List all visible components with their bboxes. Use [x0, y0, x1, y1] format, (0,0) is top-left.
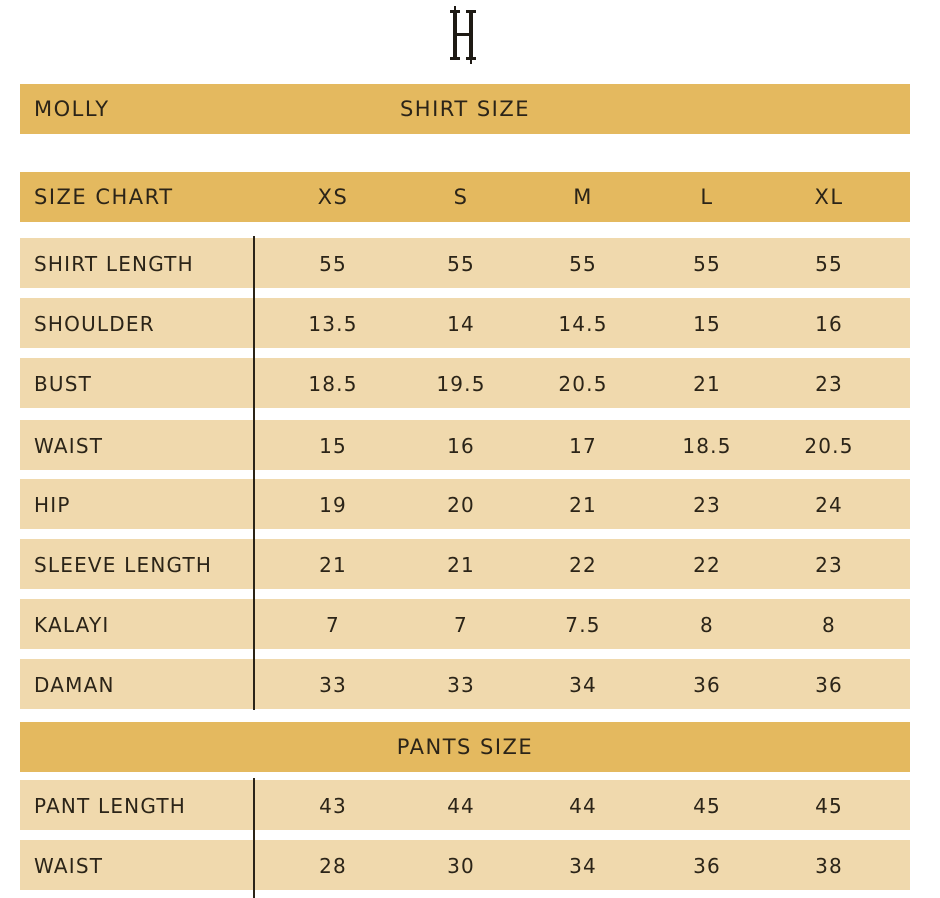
table-cell: 15 — [693, 312, 721, 336]
table-row — [20, 539, 910, 589]
column-divider — [253, 778, 255, 898]
table-cell: 17 — [569, 434, 597, 458]
table-cell: 22 — [693, 553, 721, 577]
brand-name: MOLLY — [34, 97, 110, 121]
table-cell: 23 — [693, 493, 721, 517]
table-row — [20, 358, 910, 408]
table-cell: 19.5 — [436, 372, 486, 396]
table-cell: 34 — [569, 673, 597, 697]
table-cell: 20.5 — [804, 434, 854, 458]
table-row — [20, 659, 910, 709]
pants-size-title-bar — [20, 722, 910, 772]
table-cell: 33 — [447, 673, 475, 697]
row-label: SHIRT LENGTH — [34, 252, 194, 276]
table-cell: 36 — [693, 673, 721, 697]
table-cell: 22 — [569, 553, 597, 577]
table-row — [20, 599, 910, 649]
table-cell: 20.5 — [558, 372, 608, 396]
row-label: PANT LENGTH — [34, 794, 186, 818]
size-header-s: S — [453, 185, 469, 209]
size-header-m: M — [573, 185, 593, 209]
table-cell: 7.5 — [565, 613, 601, 637]
table-cell: 21 — [693, 372, 721, 396]
table-cell: 23 — [815, 372, 843, 396]
table-cell: 30 — [447, 854, 475, 878]
row-label: BUST — [34, 372, 93, 396]
row-label: HIP — [34, 493, 71, 517]
row-label: WAIST — [34, 854, 104, 878]
table-cell: 23 — [815, 553, 843, 577]
row-label: SHOULDER — [34, 312, 155, 336]
table-row — [20, 420, 910, 470]
shirt-size-title: SHIRT SIZE — [399, 97, 531, 121]
table-cell: 24 — [815, 493, 843, 517]
size-chart-header — [20, 172, 910, 222]
table-row — [20, 479, 910, 529]
shirt-size-title-bar — [20, 84, 910, 134]
table-cell: 15 — [319, 434, 347, 458]
pants-size-title: PANTS SIZE — [396, 735, 534, 759]
size-header-l: L — [700, 185, 714, 209]
table-cell: 21 — [447, 553, 475, 577]
column-divider — [253, 236, 255, 710]
table-cell: 21 — [569, 493, 597, 517]
table-cell: 43 — [319, 794, 347, 818]
table-cell: 14 — [447, 312, 475, 336]
table-cell: 7 — [454, 613, 468, 637]
table-cell: 33 — [319, 673, 347, 697]
size-header-xl: XL — [814, 185, 844, 209]
table-row — [20, 780, 910, 830]
table-cell: 18.5 — [682, 434, 732, 458]
table-cell: 36 — [693, 854, 721, 878]
table-cell: 14.5 — [558, 312, 608, 336]
table-row — [20, 840, 910, 890]
table-cell: 18.5 — [308, 372, 358, 396]
table-cell: 44 — [447, 794, 475, 818]
table-cell: 45 — [693, 794, 721, 818]
table-cell: 28 — [319, 854, 347, 878]
table-row — [20, 298, 910, 348]
table-cell: 19 — [319, 493, 347, 517]
table-cell: 7 — [326, 613, 340, 637]
table-cell: 55 — [319, 252, 347, 276]
size-header-xs: XS — [317, 185, 349, 209]
table-cell: 44 — [569, 794, 597, 818]
row-label: SLEEVE LENGTH — [34, 553, 213, 577]
table-cell: 21 — [319, 553, 347, 577]
table-cell: 8 — [822, 613, 836, 637]
monogram-h-logo — [446, 4, 480, 66]
table-cell: 45 — [815, 794, 843, 818]
table-cell: 38 — [815, 854, 843, 878]
table-row — [20, 238, 910, 288]
row-label: WAIST — [34, 434, 104, 458]
table-cell: 20 — [447, 493, 475, 517]
table-cell: 13.5 — [308, 312, 358, 336]
table-cell: 55 — [447, 252, 475, 276]
table-cell: 55 — [693, 252, 721, 276]
table-cell: 55 — [815, 252, 843, 276]
table-cell: 8 — [700, 613, 714, 637]
table-cell: 55 — [569, 252, 597, 276]
table-cell: 34 — [569, 854, 597, 878]
size-chart-label: SIZE CHART — [34, 185, 174, 209]
row-label: DAMAN — [34, 673, 115, 697]
table-cell: 16 — [815, 312, 843, 336]
table-cell: 16 — [447, 434, 475, 458]
table-cell: 36 — [815, 673, 843, 697]
row-label: KALAYI — [34, 613, 110, 637]
